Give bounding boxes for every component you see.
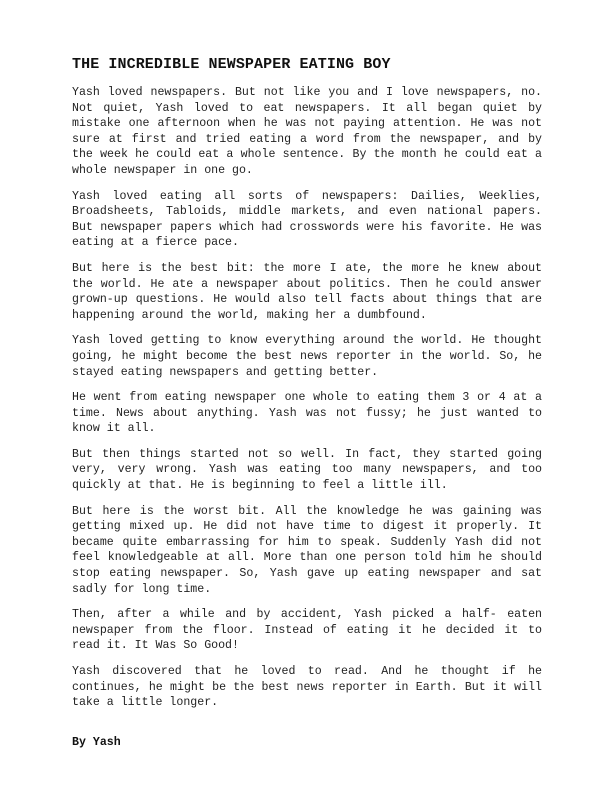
document-title: THE INCREDIBLE NEWSPAPER EATING BOY [72,56,391,73]
paragraph-8: Then, after a while and by accident, Yash picked a half- eaten newspaper from the floor. Instead of eating it he decided it to read it. It Was So Good! [72,608,542,653]
paragraph-6: But then things started not so well. In fact, they started going very, very wrong. Yash was eating too many newspapers, and too quickly at that. He is beginning to feel a little ill. [72,447,542,493]
paragraph-3: But here is the best bit: the more I ate, the more he knew about the world. He ate a newspaper about politics. Then he could answer grown-up questions. He would also tell facts about things that are happening around the world, making her a dumbfound. [72,261,542,322]
paragraph-5: He went from eating newspaper one whole to eating them 3 or 4 at a time. News about anything. Yash was not fussy; he just wanted to know it all. [72,391,542,436]
paragraph-9: Yash discovered that he loved to read. And he thought if he continues, he might be the best news reporter in Earth. But it will take a little longer. [72,665,542,710]
paragraph-4: Yash loved getting to know everything around the world. He thought going, he might become the best news reporter in the world. So, he stayed eating newspapers and getting better. [72,334,542,379]
paragraph-2: Yash loved eating all sorts of newspapers: Dailies, Weeklies, Broadsheets, Tabloids, middle markets, and even national papers. But newspaper papers which had crosswords were his favorite. He was eating at a fierce pace. [72,189,542,250]
paragraph-7: But here is the worst bit. All the knowledge he was gaining was getting mixed up. He did not have time to digest it properly. It became quite embarrassing for him to speak. Suddenly Yash did not feel knowledgeable at all. More than one person told him he should stop eating newspaper. So, Yash gave up eating newspaper and sat sadly for long time. [72,504,542,596]
story-body [72,85,542,721]
paragraph-1: Yash loved newspapers. But not like you and I love newspapers, no. Not quiet, Yash loved to eat newspapers. It all began quiet by mistake one afternoon when he was not paying attention. He was not sure at first and tried eating a word from the newspaper, and by the week he could eat a whole sentence. By the month he could eat a whole newspaper in one go. [72,86,542,177]
author-byline: By Yash [72,736,121,749]
